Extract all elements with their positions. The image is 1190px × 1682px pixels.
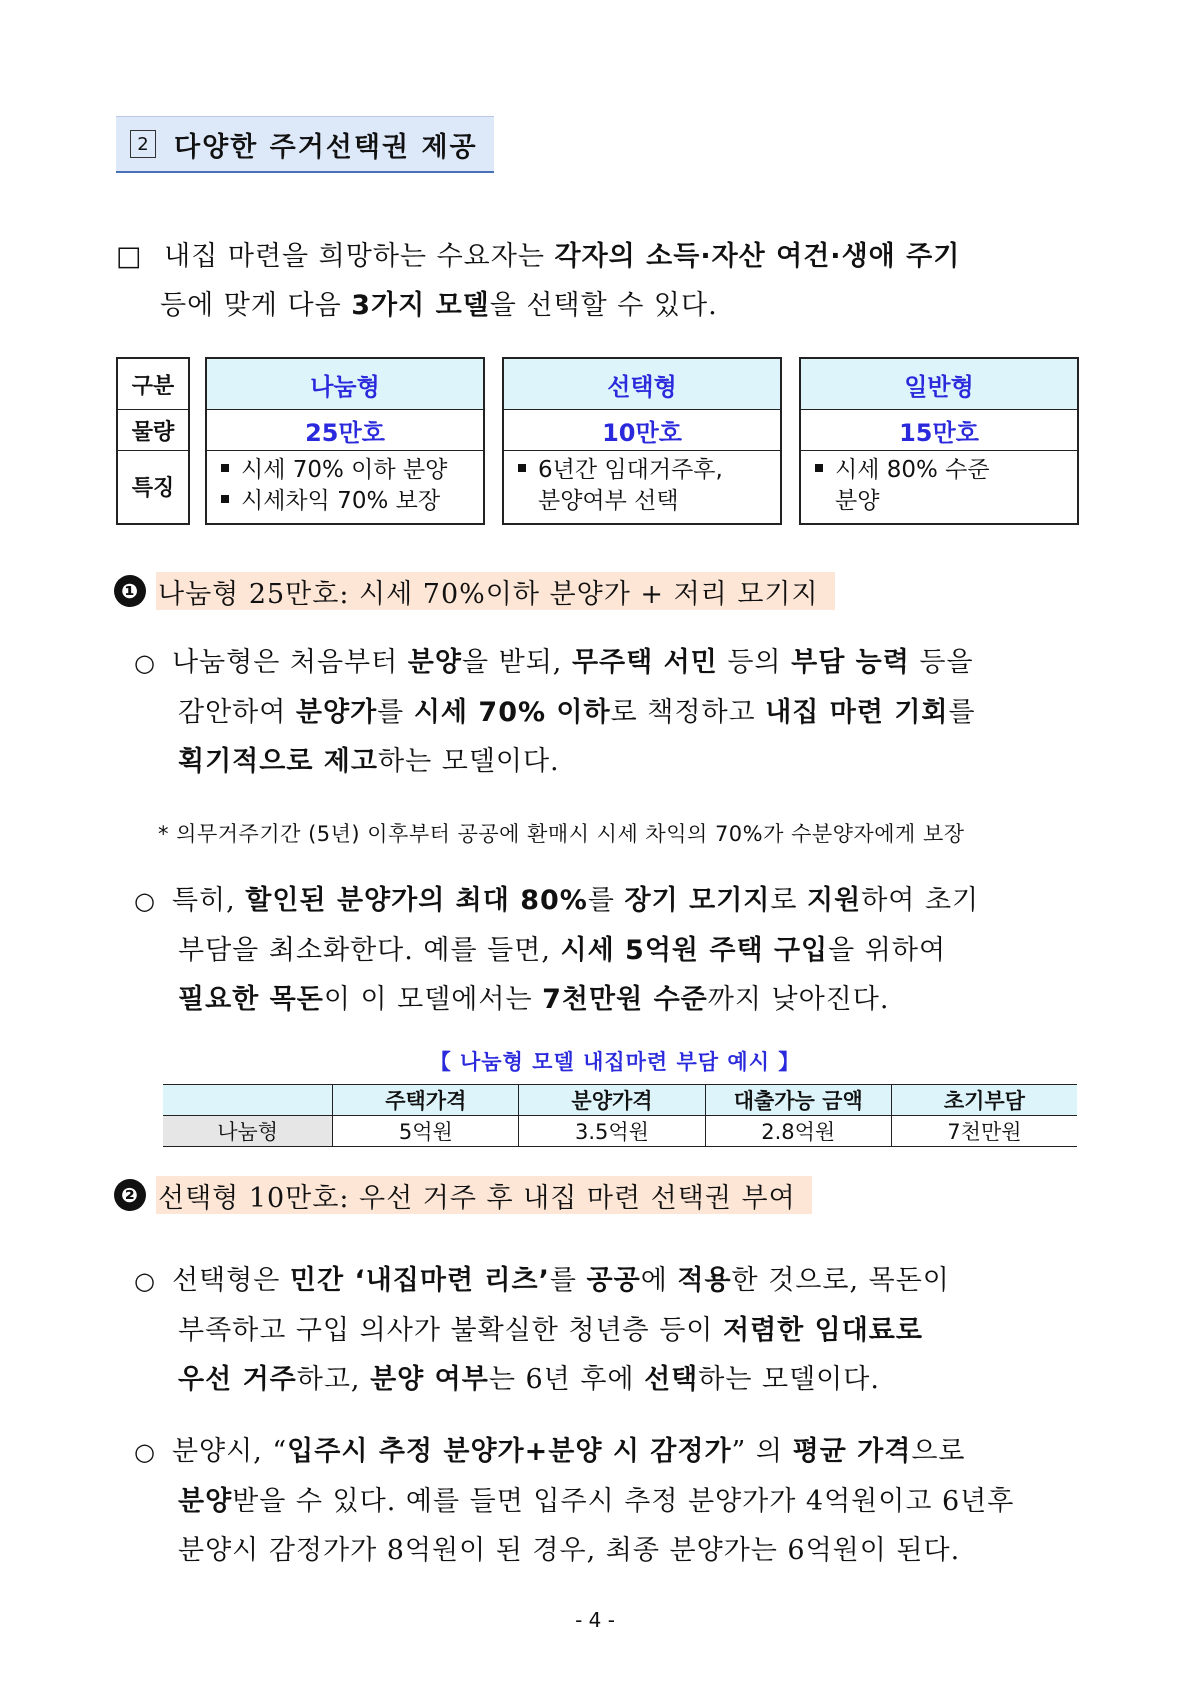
burden-table <box>163 1084 1077 1147</box>
feature-text: 시세차익 70% 보장 <box>241 488 441 514</box>
feature-item <box>221 455 483 486</box>
emphasis: 무주택 서민 <box>571 647 718 678</box>
table-header-cell <box>163 1085 333 1116</box>
sharing-paragraph-1 <box>134 638 1094 786</box>
feature-text: 시세 70% 이하 분양 <box>241 457 448 483</box>
model-features <box>801 451 1077 517</box>
page-number: - 4 - <box>575 1608 615 1632</box>
circle-bullet-icon: ○ <box>134 1267 156 1295</box>
text: 하여 초기 <box>861 885 980 916</box>
model-name: 선택형 <box>504 359 780 410</box>
table-cell: 2.8억원 <box>705 1116 891 1147</box>
circle-bullet-icon: ○ <box>134 887 156 915</box>
circle-bullet-icon: ○ <box>134 649 156 677</box>
paragraph-line <box>134 1427 1094 1477</box>
feature-item <box>815 486 1077 517</box>
models-row-labels <box>116 357 190 525</box>
subheading-choice-model <box>114 1176 812 1214</box>
intro-text: 을 선택할 수 있다. <box>489 290 718 321</box>
intro-line-2 <box>116 281 1096 330</box>
text: 을 받되, <box>461 647 572 678</box>
text: 받을 수 있다. 예를 들면 입주시 추정 분양가가 4억원이고 6년후 <box>232 1486 1015 1517</box>
burden-table-title: 【 나눔형 모델 내집마련 부담 예시 】 <box>429 1050 801 1074</box>
feature-item <box>518 455 780 486</box>
text: 하고, <box>296 1364 371 1395</box>
text: 로 <box>770 885 808 916</box>
feature-item <box>518 486 780 517</box>
emphasis: 평균 가격 <box>792 1436 912 1467</box>
text: 분양시 감정가가 8억원이 된 경우, 최종 분양가는 6억원이 된다. <box>178 1535 961 1566</box>
feature-item <box>815 455 1077 486</box>
text: 를 <box>549 1265 587 1296</box>
feature-item <box>221 486 483 517</box>
text: 분양시, “ <box>171 1436 288 1467</box>
text: 등의 <box>717 647 792 678</box>
paragraph-line <box>134 876 1094 926</box>
feature-text: 6년간 임대거주후, <box>538 457 723 483</box>
table-header-cell: 주택가격 <box>333 1085 519 1116</box>
footnote: * 의무거주기간 (5년) 이후부터 공공에 환매시 시세 차익의 70%가 수분양자에게 보장 <box>158 822 965 846</box>
row-label-quantity: 물량 <box>118 410 188 451</box>
text: 을 위하여 <box>828 935 947 966</box>
table-cell: 7천만원 <box>891 1116 1077 1147</box>
emphasis: 획기적으로 제고 <box>178 746 378 777</box>
model-features <box>504 451 780 517</box>
subheading-text: 선택형 10만호: 우선 거주 후 내집 마련 선택권 부여 <box>156 1176 812 1214</box>
square-bullet-icon <box>221 464 229 472</box>
text: 등을 <box>909 647 974 678</box>
emphasis: 민간 ‘내집마련 리츠’ <box>289 1265 550 1296</box>
model-box-general <box>799 357 1079 525</box>
emphasis: 분양 여부 <box>370 1364 489 1395</box>
intro-emphasis: 각자의 소득·자산 여건·생애 주기 <box>554 241 961 272</box>
text: ” 의 <box>731 1436 793 1467</box>
table-header-cell: 대출가능 금액 <box>705 1085 891 1116</box>
text: 는 6년 후에 <box>488 1364 645 1395</box>
model-box-sharing <box>205 357 485 525</box>
intro-emphasis: 3가지 모델 <box>351 290 490 321</box>
section-title: 다양한 주거선택권 제공 <box>174 131 478 163</box>
model-box-choice <box>502 357 782 525</box>
paragraph-line <box>134 926 1094 975</box>
intro-text: 등에 맞게 다음 <box>160 290 352 321</box>
text: 를 <box>377 697 414 728</box>
square-bullet-icon <box>221 495 229 503</box>
intro-text: 내집 마련을 희망하는 수요자는 <box>164 241 555 272</box>
subheading-sharing-model <box>114 572 835 610</box>
emphasis: 공공 <box>586 1265 641 1296</box>
choice-paragraph-1 <box>134 1256 1094 1404</box>
number-one-icon: ❶ <box>114 575 146 607</box>
emphasis: 입주시 추정 분양가+분양 시 감정가 <box>287 1436 732 1467</box>
text: 로 책정하고 <box>610 697 766 728</box>
text: 나눔형은 처음부터 <box>171 647 408 678</box>
text: 감안하여 <box>178 697 296 728</box>
text: 하는 모델이다. <box>377 746 560 777</box>
emphasis: 7천만원 수준 <box>542 984 708 1015</box>
text: 선택형은 <box>171 1265 290 1296</box>
intro-marker: □ <box>116 241 143 272</box>
table-row <box>163 1116 1077 1147</box>
feature-text: 분양여부 선택 <box>538 488 679 514</box>
section-number: 2 <box>130 130 156 158</box>
emphasis: 부담 능력 <box>791 647 910 678</box>
emphasis: 지원 <box>807 885 862 916</box>
emphasis: 분양 <box>178 1486 233 1517</box>
model-features <box>207 451 483 517</box>
text: 를 <box>587 885 625 916</box>
square-bullet-icon <box>815 464 823 472</box>
table-header-cell: 초기부담 <box>891 1085 1077 1116</box>
emphasis: 장기 모기지 <box>624 885 771 916</box>
choice-paragraph-2 <box>134 1427 1094 1575</box>
paragraph-line <box>134 975 1094 1024</box>
intro-line-1 <box>116 232 1096 281</box>
feature-text: 시세 80% 수준 <box>835 457 990 483</box>
emphasis: 선택 <box>644 1364 699 1395</box>
paragraph-line <box>134 638 1094 688</box>
text: 한 것으로, 목돈이 <box>731 1265 950 1296</box>
table-header-row <box>163 1085 1077 1116</box>
paragraph-line <box>134 737 1094 786</box>
model-quantity: 15만호 <box>801 410 1077 451</box>
model-name: 나눔형 <box>207 359 483 410</box>
table-header-cell: 분양가격 <box>519 1085 705 1116</box>
text: 이 이 모델에서는 <box>323 984 543 1015</box>
text: 하는 모델이다. <box>698 1364 880 1395</box>
paragraph-line <box>134 1477 1094 1526</box>
text: 으로 <box>911 1436 966 1467</box>
emphasis: 저렴한 임대료로 <box>722 1315 923 1346</box>
row-label-features: 특징 <box>131 475 175 501</box>
emphasis: 필요한 목돈 <box>178 984 324 1015</box>
feature-text: 분양 <box>835 488 880 514</box>
text: 부족하고 구입 의사가 불확실한 청년층 등이 <box>178 1315 723 1346</box>
model-quantity: 25만호 <box>207 410 483 451</box>
emphasis: 시세 5억원 주택 구입 <box>560 935 829 966</box>
square-bullet-icon <box>518 464 526 472</box>
emphasis: 할인된 분양가의 최대 80% <box>245 885 588 916</box>
emphasis: 분양 <box>407 647 462 678</box>
emphasis: 분양가 <box>295 697 378 728</box>
text: 특히, <box>171 885 246 916</box>
text: 를 <box>948 697 976 728</box>
intro-paragraph <box>116 232 1096 330</box>
table-row-header: 나눔형 <box>163 1116 333 1147</box>
paragraph-line <box>134 1256 1094 1306</box>
emphasis: 우선 거주 <box>178 1364 297 1395</box>
model-quantity: 10만호 <box>504 410 780 451</box>
table-cell: 5억원 <box>333 1116 519 1147</box>
text: 까지 낮아진다. <box>707 984 890 1015</box>
sharing-paragraph-2 <box>134 876 1094 1024</box>
circle-bullet-icon: ○ <box>134 1438 156 1466</box>
number-two-icon: ❷ <box>114 1179 146 1211</box>
text: 에 <box>640 1265 678 1296</box>
paragraph-line <box>134 1306 1094 1355</box>
section-header <box>116 116 494 173</box>
text: 부담을 최소화한다. 예를 들면, <box>178 935 561 966</box>
emphasis: 내집 마련 기회 <box>765 697 949 728</box>
paragraph-line <box>134 688 1094 737</box>
emphasis: 적용 <box>677 1265 732 1296</box>
emphasis: 시세 70% 이하 <box>413 697 611 728</box>
paragraph-line <box>134 1355 1094 1404</box>
subheading-text: 나눔형 25만호: 시세 70%이하 분양가 + 저리 모기지 <box>156 572 835 610</box>
paragraph-line <box>134 1526 1094 1575</box>
row-label-category: 구분 <box>118 359 188 410</box>
model-name: 일반형 <box>801 359 1077 410</box>
table-cell: 3.5억원 <box>519 1116 705 1147</box>
